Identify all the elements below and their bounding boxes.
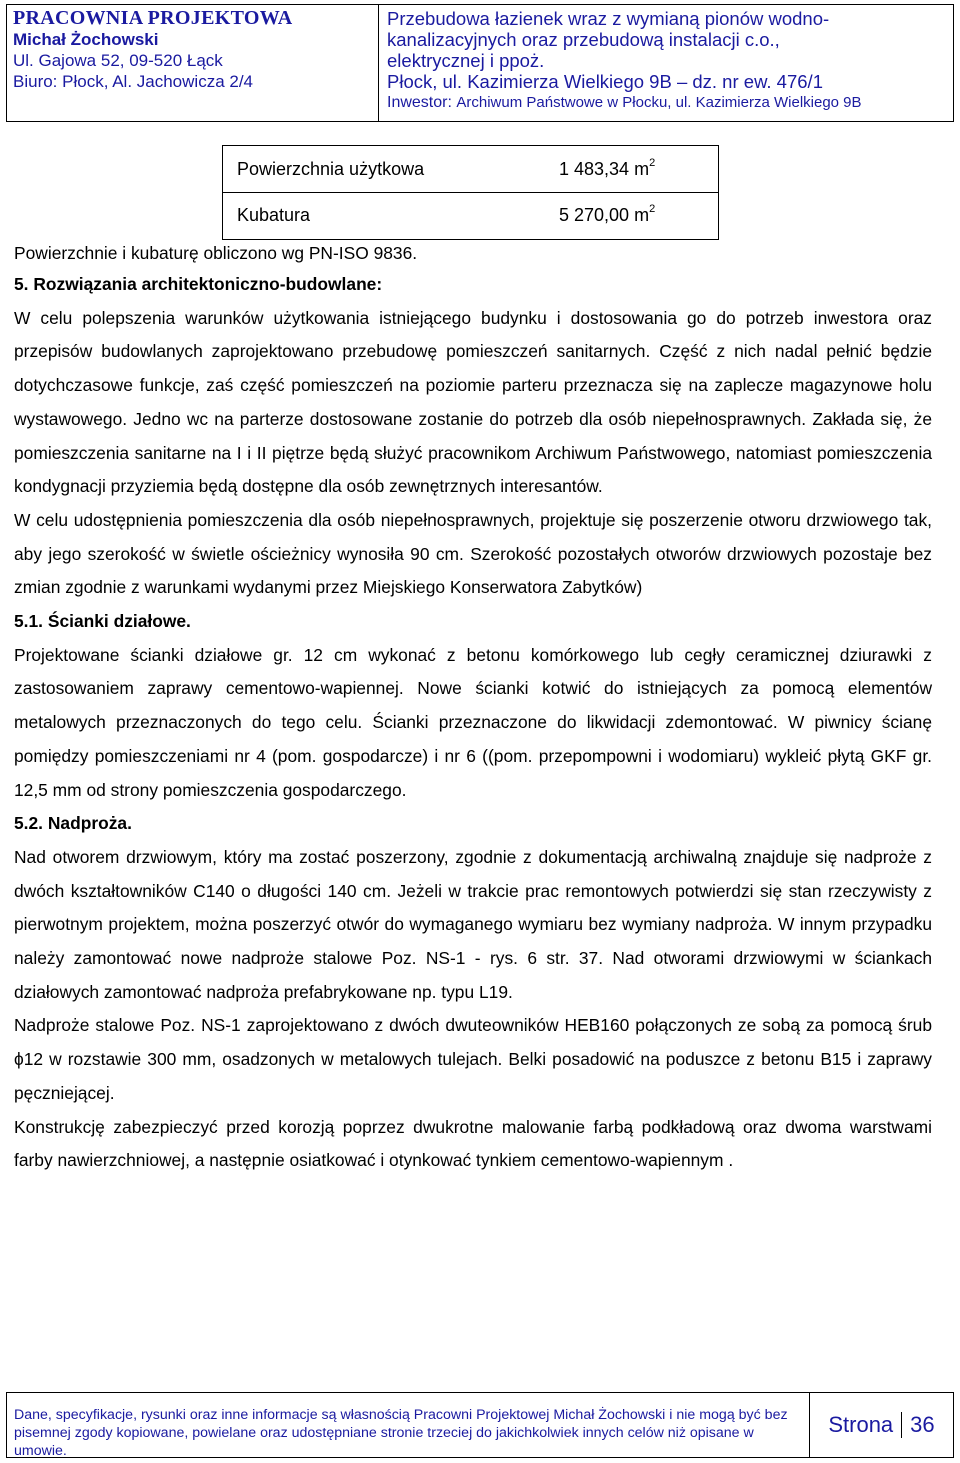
project-title-line2: kanalizacyjnych oraz przebudową instalacji c.o., (387, 29, 780, 50)
project-location: Płock, ul. Kazimierza Wielkiego 9B – dz. nr ew. 476/1 (387, 71, 823, 92)
page-footer (6, 1392, 954, 1458)
paragraph-3: Projektowane ścianki działowe gr. 12 cm wykonać z betonu komórkowego lub cegły ceramicznej dziurawki z zastosowaniem zaprawy cementowo-wapiennej. Nowe ścianki kotwić do istniejących za pomocą elementów metalowych przeznaczonych do tego celu. Ścianki przeznaczone do likwidacji zdemontować. W piwnicy ścianę pomiędzy pomieszczeniami nr 4 (pom. gospodarcze) i nr 6 ((pom. przepompowni i wodomiaru) wykleić płytą GKF gr. 12,5 mm od strony pomieszczenia gospodarczego. (14, 644, 932, 800)
section-5-1-title: 5.1. Ścianki działowe. (14, 611, 191, 632)
copyright-notice: Dane, specyfikacje, rysunki oraz inne informacje są własnością Pracowni Projektowej Michał Żochowski i nie mogą być bez pisemnej zgody kopiowane, powielane oraz udostępniane stronie trzeciej do jakichkolwiek innych celów niż opisane w umowie. (7, 1393, 810, 1457)
page-separator (901, 1412, 902, 1438)
paragraph-6: Konstrukcję zabezpieczyć przed korozją poprzez dwukrotne malowanie farbą podkładową oraz dwoma warstwami farby nawierzchniowej, a następnie osiatkować i otynkować tynkiem cementowo-wapiennym . (14, 1116, 932, 1171)
paragraph-1: W celu polepszenia warunków użytkowania istniejącego budynku i dostosowania go do potrzeb inwestora oraz przepisów budowlanych zaprojektowano przebudowę pomieszczeń sanitarnych. Część z nich nadal pełnić będzie dotychczasowe funkcje, zaś część pomieszczeń na poziomie parteru przeznacza się na zaplecze magazynowe holu wystawowego. Jedno wc na parterze dostosowane zostanie do potrzeb dla osób niepełnosprawnych. Zakłada się, że pomieszczenia sanitarne na I i II piętrze będą służyć pracownikom Archiwum Państwowego, natomiast pomieszczenia kondygnacji przyziemia będą dostępne dla osób zewnętrznych interesantów. (14, 307, 932, 497)
volume-row (222, 192, 719, 240)
paragraph-4: Nad otworem drzwiowym, który ma zostać poszerzony, zgodnie z dokumentacją archiwalną znajduje się nadproże z dwóch kształtowników C140 o długości 140 cm. Jeżeli w trakcie prac remontowych potwierdzi się stan rzeczywisty z pierwotnym projektem, można poszerzyć otwór do wymaganego wymiaru bez wymiany nadproża. W innym przypadku należy zamontować nowe nadproże stalowe Poz. NS-1 - rys. 6 str. 37. Nad otworami drzwiowymi w ściankach działowych zamontować nadproża prefabrykowane np. typu L19. (14, 846, 932, 1002)
page-label: Strona (828, 1412, 894, 1437)
firm-block (7, 5, 379, 121)
firm-address: Ul. Gajowa 52, 09-520 Łąck (13, 51, 223, 70)
calculation-note: Powierzchnie i kubaturę obliczono wg PN-ISO 9836. (14, 243, 418, 263)
area-value-text: 1 483,34 m (559, 158, 650, 179)
page-header (6, 4, 954, 122)
firm-name: PRACOWNIA PROJEKTOWA (13, 7, 293, 29)
paragraph-2: W celu udostępnienia pomieszczenia dla osób niepełnosprawnych, projektuje się poszerzenie otworu drzwiowego tak, aby jego szerokość w świetle ościeżnicy wynosiła 90 cm. Szerokość pozostałych otworów drzwiowych pozostaje bez zmian zgodnie z warunkami wydanymi przez Miejskiego Konserwatora Zabytków) (14, 509, 932, 598)
volume-label: Kubatura (237, 205, 311, 225)
area-label: Powierzchnia użytkowa (237, 158, 425, 179)
project-block (379, 5, 953, 121)
document-body (14, 238, 932, 1178)
page-number: 36 (910, 1412, 935, 1437)
volume-value-text: 5 270,00 m (559, 205, 650, 225)
section-5-2-title: 5.2. Nadproża. (14, 813, 132, 834)
investor-label: Inwestor: (387, 94, 452, 111)
project-title-line1: Przebudowa łazienek wraz z wymianą pionów wodno- (387, 8, 830, 29)
area-value (559, 156, 718, 180)
volume-value (559, 205, 718, 226)
section-5-title: 5. Rozwiązania architektoniczno-budowlane: (14, 274, 383, 294)
firm-owner: Michał Żochowski (13, 30, 159, 49)
area-row (222, 145, 719, 193)
volume-unit-exponent: 2 (649, 203, 656, 215)
area-unit-exponent: 2 (649, 156, 656, 169)
page-number-box (810, 1393, 953, 1457)
project-title-line3: elektrycznej i ppoż. (387, 50, 545, 71)
firm-office: Biuro: Płock, Al. Jachowicza 2/4 (13, 72, 254, 91)
investor-line (387, 92, 953, 113)
paragraph-5: Nadproże stalowe Poz. NS-1 zaprojektowano z dwóch dwuteowników HEB160 połączonych ze sobą za pomocą śrub ϕ12 w rozstawie 300 mm, osadzonych w metalowych tulejach. Belki posadowić na poduszce z betonu B15 i zaprawy pęczniejącej. (14, 1015, 932, 1103)
investor-name: Archiwum Państwowe w Płocku, ul. Kazimierza Wielkiego 9B (456, 94, 862, 111)
